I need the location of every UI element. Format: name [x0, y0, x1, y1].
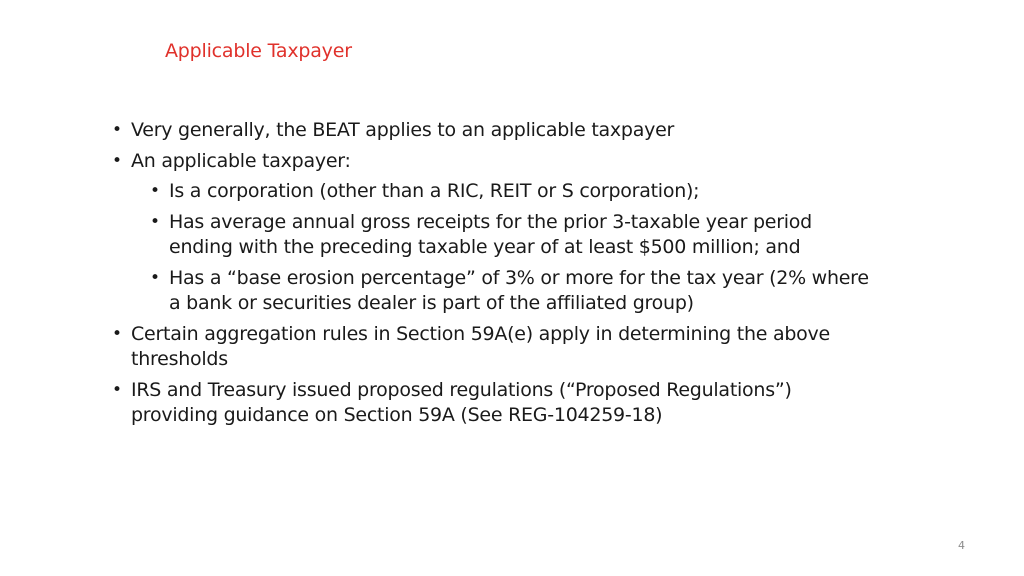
- bullet-text: An applicable taxpayer:: [131, 149, 351, 172]
- bullet-icon: •: [112, 379, 122, 400]
- bullet-icon: •: [112, 120, 122, 140]
- bullet-icon: •: [150, 267, 160, 288]
- bullet-item: [112, 322, 872, 373]
- bullet-icon: •: [112, 323, 122, 344]
- bullet-text: IRS and Treasury issued proposed regulations (“Proposed Regulations”) providing guidance on Section 59A (See REG-104259-18): [131, 378, 792, 426]
- bullet-text: Certain aggregation rules in Section 59A(e) apply in determining the above thresholds: [131, 322, 830, 370]
- bullet-text: Has a “base erosion percentage” of 3% or more for the tax year (2% where a bank or securities dealer is part of the affiliated group): [169, 266, 869, 314]
- bullet-item: [112, 149, 872, 175]
- slide-title: Applicable Taxpayer: [165, 40, 352, 62]
- bullet-icon: •: [150, 211, 160, 232]
- bullet-list: [112, 118, 872, 434]
- bullet-text: Very generally, the BEAT applies to an applicable taxpayer: [131, 119, 675, 141]
- sub-bullet-item: [112, 179, 872, 205]
- bullet-item: [112, 378, 872, 429]
- sub-bullet-item: [112, 266, 872, 317]
- sub-bullet-item: [112, 210, 872, 261]
- bullet-icon: •: [150, 181, 160, 201]
- bullet-icon: •: [112, 150, 122, 171]
- page-number: 4: [958, 539, 965, 552]
- bullet-item: [112, 118, 872, 144]
- bullet-text: Has average annual gross receipts for the prior 3-taxable year period ending with the preceding taxable year of at least $500 million; and: [169, 210, 812, 258]
- bullet-text: Is a corporation (other than a RIC, REIT or S corporation);: [169, 180, 700, 202]
